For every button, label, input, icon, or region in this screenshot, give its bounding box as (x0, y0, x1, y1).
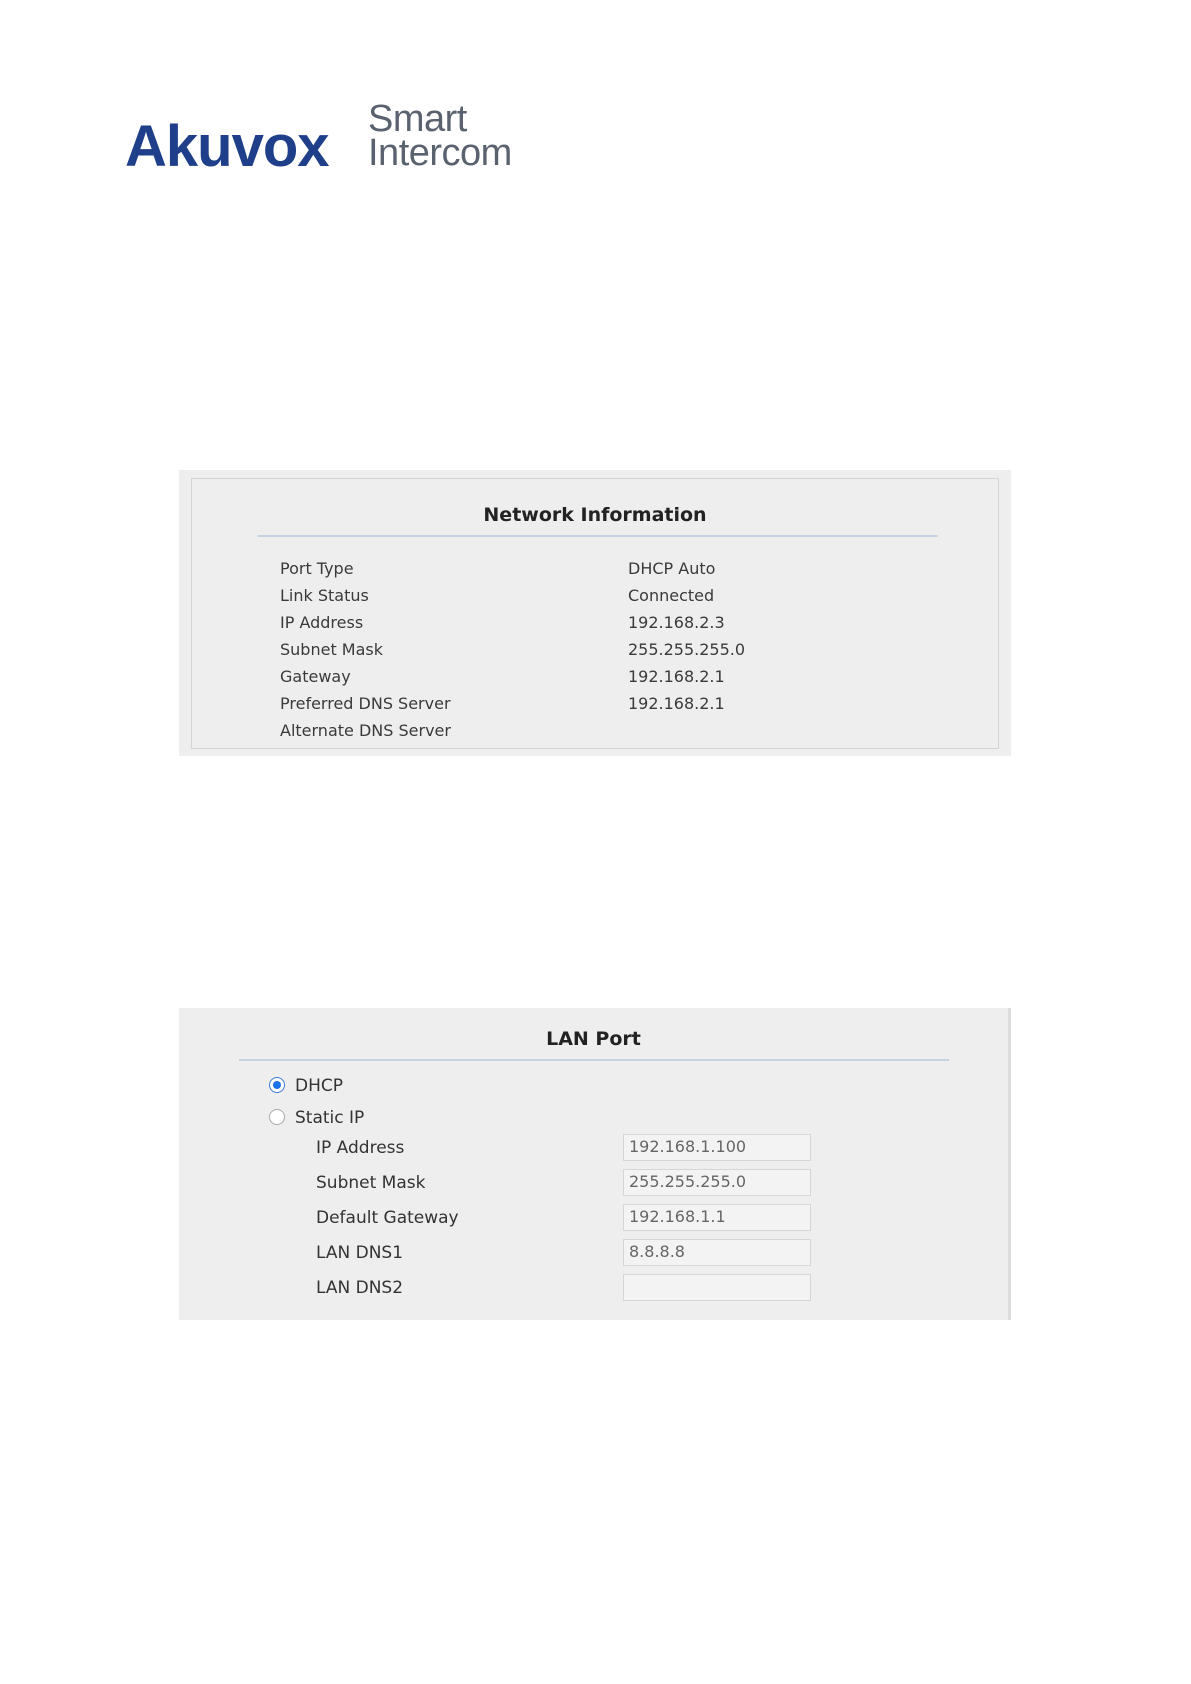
info-label: Preferred DNS Server (280, 694, 451, 713)
logo-brand: Akuvox (125, 114, 329, 179)
info-label: Link Status (280, 586, 369, 605)
info-value: DHCP Auto (628, 559, 716, 578)
info-value: 192.168.2.1 (628, 694, 725, 713)
info-row-subnet-mask (280, 640, 980, 666)
ip-address-label: IP Address (316, 1138, 405, 1158)
info-value: 192.168.2.3 (628, 613, 725, 632)
info-label: Port Type (280, 559, 354, 578)
static-ip-radio[interactable] (269, 1109, 285, 1125)
subnet-mask-label: Subnet Mask (316, 1173, 426, 1193)
subnet-mask-row (316, 1169, 916, 1199)
lan-port-panel (179, 1008, 1011, 1320)
network-information-title: Network Information (483, 504, 707, 526)
title-divider (258, 535, 938, 537)
static-ip-radio-label[interactable]: Static IP (295, 1108, 365, 1128)
ip-address-field[interactable]: 192.168.1.100 (623, 1134, 811, 1161)
network-information-screenshot (179, 470, 1011, 756)
info-value: 255.255.255.0 (628, 640, 746, 659)
ip-address-row (316, 1134, 916, 1164)
network-information-panel (191, 478, 999, 749)
title-divider (239, 1059, 949, 1061)
info-value: Connected (628, 586, 715, 605)
akuvox-logo (125, 100, 525, 180)
info-row-port-type (280, 559, 980, 585)
lan-dns2-field[interactable] (623, 1274, 811, 1301)
lan-dns1-label: LAN DNS1 (316, 1243, 404, 1263)
info-label: Alternate DNS Server (280, 721, 451, 740)
lan-dns2-label: LAN DNS2 (316, 1278, 404, 1298)
default-gateway-field[interactable]: 192.168.1.1 (623, 1204, 811, 1231)
logo-smart: Smart (368, 98, 467, 140)
dhcp-radio[interactable] (269, 1077, 285, 1093)
info-row-gateway (280, 667, 980, 693)
dhcp-radio-label[interactable]: DHCP (295, 1076, 343, 1096)
info-row-link-status (280, 586, 980, 612)
lan-dns2-row (316, 1274, 916, 1304)
info-value: 192.168.2.1 (628, 667, 725, 686)
default-gateway-row (316, 1204, 916, 1234)
info-row-alternate-dns (280, 721, 980, 747)
logo-intercom: Intercom (368, 132, 512, 174)
info-label: Gateway (280, 667, 351, 686)
subnet-mask-field[interactable]: 255.255.255.0 (623, 1169, 811, 1196)
info-row-preferred-dns (280, 694, 980, 720)
lan-dns1-field[interactable]: 8.8.8.8 (623, 1239, 811, 1266)
info-label: Subnet Mask (280, 640, 384, 659)
info-label: IP Address (280, 613, 364, 632)
default-gateway-label: Default Gateway (316, 1208, 459, 1228)
lan-port-title: LAN Port (546, 1028, 641, 1050)
info-row-ip-address (280, 613, 980, 639)
lan-dns1-row (316, 1239, 916, 1269)
